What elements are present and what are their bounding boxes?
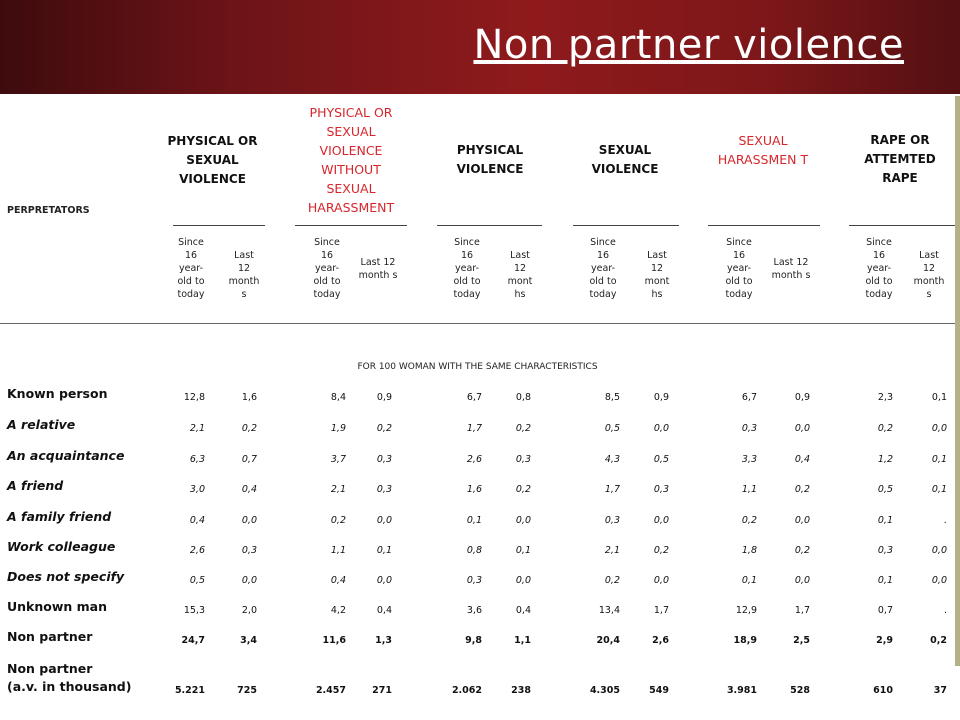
table-cell: 0,1 <box>376 545 392 556</box>
subheader-last12: Last 12 month s <box>358 257 398 281</box>
table-cell: 0,1 <box>931 484 947 495</box>
group-header-physical: PHYSICAL VIOLENCE <box>456 143 524 176</box>
table-cell: 1,9 <box>330 423 346 434</box>
table-cell: 13,4 <box>598 605 620 616</box>
subheader-last12: Last 12 mont hs <box>644 250 670 300</box>
page-title: Non partner violence <box>473 22 904 68</box>
row-label: Non partner <box>7 629 93 644</box>
table-cell: 6,3 <box>189 454 205 465</box>
subheader-since16: Since 16 year-old to today <box>453 237 481 300</box>
table-cell: 0,0 <box>515 575 531 586</box>
table-cell: 8,5 <box>604 392 620 403</box>
table-cell: 0,0 <box>794 423 810 434</box>
table-cell: 3,4 <box>240 635 257 646</box>
table-cell: 5.221 <box>174 685 205 696</box>
table-cell: 0,4 <box>189 515 205 526</box>
row-label: Work colleague <box>7 539 116 554</box>
table-cell: 9,8 <box>465 635 482 646</box>
table-cell: 1,1 <box>330 545 346 556</box>
table-cell: 0,1 <box>466 515 482 526</box>
table-cell: 0,9 <box>376 392 392 403</box>
table-cell: 0,4 <box>794 454 810 465</box>
table-cell: 1,7 <box>604 484 620 495</box>
row-label <box>7 660 131 696</box>
table-cell: 0,1 <box>931 454 947 465</box>
table-cell: 4,3 <box>604 454 620 465</box>
table-cell: 0,0 <box>794 575 810 586</box>
table-cell: 0,3 <box>741 423 757 434</box>
table-cell: 12,8 <box>183 392 205 403</box>
table-cell: 0,0 <box>515 515 531 526</box>
table-cell: 0,1 <box>877 515 893 526</box>
table-cell: 20,4 <box>596 635 620 646</box>
table-cell: 0,1 <box>931 392 947 403</box>
table-cell: 12,9 <box>735 605 757 616</box>
table-cell: . <box>943 515 947 526</box>
table-cell: 725 <box>237 685 257 696</box>
table-cell: 0,2 <box>794 545 810 556</box>
table-cell: 1,3 <box>375 635 392 646</box>
table-cell: 0,7 <box>877 605 893 616</box>
subheader-last12: Last 12 month s <box>771 257 811 281</box>
table-cell: 0,3 <box>877 545 893 556</box>
table-cell: 0,9 <box>653 392 669 403</box>
table-cell: 0,0 <box>653 575 669 586</box>
table-cell: 3,6 <box>466 605 482 616</box>
table-cell: 4,2 <box>330 605 346 616</box>
table-cell: 1,6 <box>466 484 482 495</box>
table-cell: 0,5 <box>189 575 205 586</box>
table-cell: 610 <box>873 685 893 696</box>
table-cell: 1,2 <box>877 454 893 465</box>
table-cell: 3,0 <box>189 484 205 495</box>
perpetrators-header: PERPRETATORS <box>7 205 90 216</box>
header-divider <box>0 323 955 324</box>
group-rule <box>708 225 820 226</box>
table-cell: 8,4 <box>330 392 346 403</box>
table-cell: 0,2 <box>241 423 257 434</box>
table-note: FOR 100 WOMAN WITH THE SAME CHARACTERISTICS <box>357 362 598 372</box>
group-rule <box>437 225 542 226</box>
row-label: Does not specify <box>7 569 125 584</box>
table-cell: 1,1 <box>741 484 757 495</box>
group-rule <box>295 225 407 226</box>
table-cell: 2,6 <box>652 635 669 646</box>
table-cell: 0,0 <box>931 575 947 586</box>
subheader-since16: Since 16 year-old to today <box>589 237 617 300</box>
subheader-last12: Last 12 mont hs <box>507 250 533 300</box>
table-cell: 3.981 <box>726 685 757 696</box>
group-header-rape: RAPE OR ATTEMTED RAPE <box>864 133 936 185</box>
group-rule <box>849 225 955 226</box>
row-label: An acquaintance <box>7 448 125 463</box>
table-cell: 0,4 <box>330 575 346 586</box>
table-cell: 0,0 <box>931 423 947 434</box>
table-cell: 2,1 <box>189 423 205 434</box>
table-cell: 0,3 <box>466 575 482 586</box>
table-cell: 0,3 <box>241 545 257 556</box>
table-cell: 0,0 <box>653 423 669 434</box>
subheader-since16: Since 16 year-old to today <box>313 237 341 300</box>
subheader-last12: Last 12 month s <box>913 250 945 300</box>
table-cell: 0,3 <box>376 454 392 465</box>
table-cell: 0,9 <box>794 392 810 403</box>
table-cell: 0,3 <box>376 484 392 495</box>
table-cell: 0,0 <box>794 515 810 526</box>
table-cell: 0,0 <box>241 515 257 526</box>
table-cell: 0,2 <box>741 515 757 526</box>
table-cell: 2,9 <box>876 635 893 646</box>
table-cell: 0,1 <box>741 575 757 586</box>
table-cell: 2,0 <box>241 605 257 616</box>
table-cell: 1,7 <box>794 605 810 616</box>
table-cell: 3,7 <box>330 454 346 465</box>
table-cell: 0,5 <box>604 423 620 434</box>
group-header-sexual-harassment: SEXUAL HARASSMEN T <box>717 133 809 167</box>
row-label: Unknown man <box>7 599 108 614</box>
table-cell: 6,7 <box>466 392 482 403</box>
row-label-line1: Non partner <box>7 661 93 676</box>
table-cell: 6,7 <box>741 392 757 403</box>
table-cell: 18,9 <box>733 635 757 646</box>
table-cell: 528 <box>790 685 810 696</box>
table-cell: 2,3 <box>877 392 893 403</box>
table-cell: 0,2 <box>930 635 947 646</box>
table-cell: 0,5 <box>653 454 669 465</box>
table-cell: 2,6 <box>466 454 482 465</box>
table-cell: 238 <box>511 685 531 696</box>
group-header-physical-or-sexual: PHYSICAL OR SEXUAL VIOLENCE <box>167 134 258 186</box>
table-cell: 0,3 <box>604 515 620 526</box>
table-cell: 0,2 <box>330 515 346 526</box>
table-cell: 0,0 <box>653 515 669 526</box>
table-cell: 1,8 <box>741 545 757 556</box>
row-label: Known person <box>7 386 108 401</box>
table-cell: 1,6 <box>241 392 257 403</box>
table-cell: 0,5 <box>877 484 893 495</box>
table-cell: 0,4 <box>515 605 531 616</box>
table-cell: 1,7 <box>466 423 482 434</box>
table-cell: 0,1 <box>877 575 893 586</box>
table-cell: 2,1 <box>604 545 620 556</box>
group-header-without-harassment: PHYSICAL OR SEXUAL VIOLENCE WITHOUT SEXUAL HARASSMENT <box>307 105 395 215</box>
table-cell: 0,2 <box>794 484 810 495</box>
table-cell: 0,4 <box>376 605 392 616</box>
table-cell: 1,1 <box>514 635 531 646</box>
table-cell: 0,1 <box>515 545 531 556</box>
table-cell: 0,2 <box>877 423 893 434</box>
table-cell: 2,6 <box>189 545 205 556</box>
accent-bar <box>955 96 960 666</box>
table-cell: 0,3 <box>653 484 669 495</box>
subheader-since16: Since 16 year-old to today <box>177 237 205 300</box>
row-label: A friend <box>7 478 64 493</box>
table-cell: 24,7 <box>181 635 205 646</box>
table-cell: 549 <box>649 685 669 696</box>
group-rule <box>173 225 265 226</box>
table-cell: 0,4 <box>241 484 257 495</box>
table-cell: 0,3 <box>515 454 531 465</box>
table-cell: 3,3 <box>741 454 757 465</box>
table-cell: 1,7 <box>653 605 669 616</box>
table-cell: 2.457 <box>315 685 346 696</box>
table-cell: 0,2 <box>376 423 392 434</box>
table-cell: 2,1 <box>330 484 346 495</box>
table-cell: 4.305 <box>589 685 620 696</box>
table-cell: 0,0 <box>376 575 392 586</box>
subheader-since16: Since 16 year-old to today <box>865 237 893 300</box>
row-label-line2: (a.v. in thousand) <box>7 679 132 694</box>
table-cell: 0,0 <box>931 545 947 556</box>
table-cell: 15,3 <box>183 605 205 616</box>
table-cell: 2,5 <box>793 635 810 646</box>
table-cell: . <box>943 605 947 616</box>
row-label: A relative <box>7 417 76 432</box>
table-cell: 11,6 <box>322 635 346 646</box>
subheader-since16: Since 16 year-old to today <box>725 237 753 300</box>
table-cell: 0,0 <box>376 515 392 526</box>
table-cell: 0,2 <box>515 484 531 495</box>
table-cell: 0,8 <box>466 545 482 556</box>
table-cell: 2.062 <box>451 685 482 696</box>
table-cell: 0,2 <box>515 423 531 434</box>
table-cell: 37 <box>933 685 947 696</box>
group-header-sexual: SEXUAL VIOLENCE <box>591 143 659 176</box>
table-cell: 0,0 <box>241 575 257 586</box>
subheader-last12: Last 12 month s <box>228 250 260 300</box>
table-cell: 0,2 <box>604 575 620 586</box>
table-cell: 271 <box>372 685 392 696</box>
group-rule <box>573 225 679 226</box>
row-label: A family friend <box>7 509 112 524</box>
table-cell: 0,2 <box>653 545 669 556</box>
table-cell: 0,8 <box>515 392 531 403</box>
table-cell: 0,7 <box>241 454 257 465</box>
